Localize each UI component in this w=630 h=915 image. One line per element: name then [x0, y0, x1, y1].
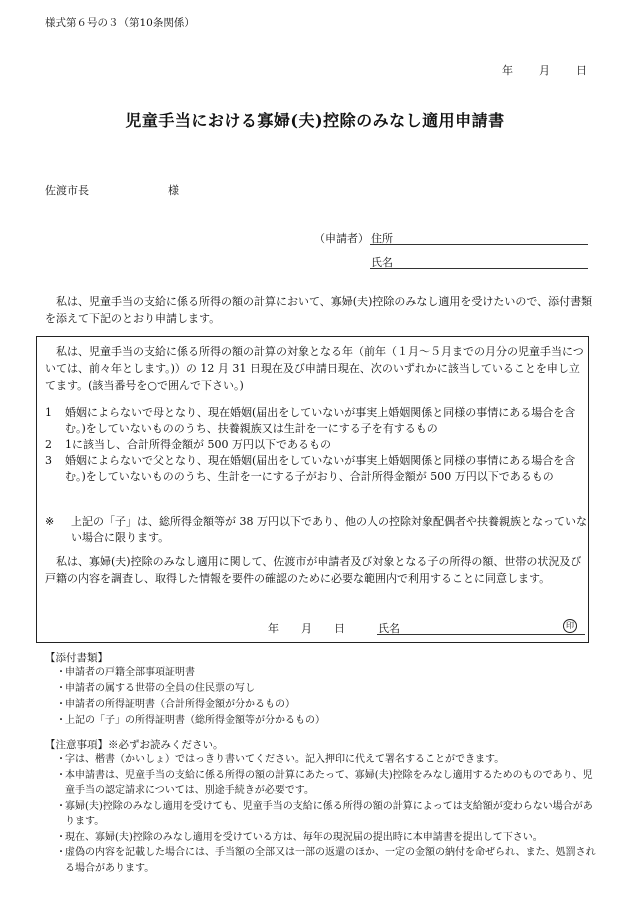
- signature-name-label: 氏名: [378, 622, 400, 635]
- clause-text: 婚姻によらないで母となり、現在婚姻(届出をしていないが事実上婚姻関係と同様の事情にある場合を含む。)をしていないもののうち、扶養親族又は生計を一にする子を有するもの: [65, 406, 576, 435]
- list-item: ・ 申請者の属する世帯の全員の住民票の写し: [56, 681, 596, 697]
- signature-date: 年 月 日: [268, 622, 345, 635]
- list-item: ・ 寡婦(夫)控除のみなし適用を受けても、児童手当の支給に係る所得の額の計算によっては支給額が変わらない場合があります。: [56, 800, 593, 827]
- applicant-role-label: （申請者）: [314, 232, 369, 245]
- addressee-honorific: 様: [168, 184, 179, 197]
- clause-number: 2: [45, 438, 52, 451]
- clause-text: 1に該当し、合計所得金額が 500 万円以下であるもの: [65, 438, 331, 451]
- addressee-name: 佐渡市長: [45, 184, 89, 197]
- page-title: 児童手当における寡婦(夫)控除のみなし適用申請書: [125, 111, 505, 130]
- bullet-icon: ・: [56, 699, 66, 710]
- date-month-label: 月: [539, 64, 550, 77]
- list-item: ・ 申請者の戸籍全部事項証明書: [56, 665, 596, 681]
- note-text: 上記の「子」は、総所得金額等が 38 万円以下であり、他の人の控除対象配偶者や扶養親族となっていない場合に限ります。: [71, 515, 587, 544]
- bullet-icon: ・: [56, 800, 66, 812]
- date-day-label: 日: [576, 64, 587, 77]
- date-year-label: 年: [502, 64, 513, 77]
- consent-text: 私は、寡婦(夫)控除のみなし適用に関して、佐渡市が申請者及び対象となる子の所得の額、世帯の状況及び戸籍の内容を調査し、取得した情報を要件の確認のために必要な範囲内で利用することに同意します。: [45, 555, 582, 585]
- list-item: ・ 虚偽の内容を記載した場合には、手当額の全部又は一部の返還のほか、一定の金額の納付を命ぜられ、また、処罰される場合があります。: [56, 847, 596, 874]
- attachments-heading: 【添付書類】: [45, 652, 108, 664]
- bullet-icon: ・: [56, 683, 66, 694]
- cautions-list: [56, 752, 596, 876]
- clause-number: 1: [45, 406, 52, 419]
- header-date: [502, 62, 587, 78]
- bullet-icon: ・: [56, 847, 66, 858]
- bullet-icon: ・: [56, 831, 66, 843]
- clause-item[interactable]: [45, 437, 591, 453]
- signature-name-field[interactable]: [377, 634, 585, 635]
- bullet-icon: ・: [56, 769, 66, 781]
- clause-item[interactable]: [45, 405, 591, 437]
- note-mark: ※: [45, 515, 55, 528]
- list-item: ・ 申請者の所得証明書（合計所得金額が分かるもの）: [56, 697, 596, 713]
- address-label: 住所: [371, 232, 393, 245]
- list-item: ・ 上記の「子」の所得証明書（総所得金額等が分かるもの）: [56, 713, 596, 729]
- seal-mark: 印: [563, 619, 577, 633]
- bullet-icon: ・: [56, 667, 66, 678]
- applicant-name-label: 氏名: [371, 256, 393, 269]
- bullet-icon: ・: [56, 715, 66, 726]
- clause-text: 婚姻によらないで父となり、現在婚姻(届出をしていないが事実上婚姻関係と同様の事情にある場合を含む。)をしていないもののうち、生計を一にする子がおり、合計所得金額が 500 万円以下であるもの: [65, 454, 576, 483]
- address-field[interactable]: [370, 244, 588, 245]
- applicant-name-field[interactable]: [370, 268, 588, 269]
- clause-number: 3: [45, 454, 52, 467]
- clause-item[interactable]: [45, 453, 591, 485]
- cautions-heading: 【注意事項】※必ずお読みください。: [45, 739, 224, 751]
- form-number: 様式第６号の３（第10条関係）: [45, 17, 195, 29]
- list-item: ・ 現在、寡婦(夫)控除のみなし適用を受けている方は、毎年の現況届の提出時に本申請書を提出して下さい。: [56, 830, 596, 846]
- bullet-icon: ・: [56, 754, 66, 765]
- declaration-intro: 私は、児童手当の支給に係る所得の額の計算の対象となる年（前年（１月～５月までの月分の児童手当については、前々年とします。)）の 12 月 31 日現在及び申請日現在、次のいずれかに該当していることを申し立てます。(該当番号を○で囲んで下さい。): [45, 345, 584, 392]
- intro-text: 私は、児童手当の支給に係る所得の額の計算において、寡婦(夫)控除のみなし適用を受けたいので、添付書類を添えて下記のとおり申請します。: [45, 295, 593, 325]
- list-item: ・ 字は、楷書（かいしょ）ではっきり書いてください。記入押印に代えて署名することができます。: [56, 752, 596, 768]
- list-item: ・ 本申請書は、児童手当の支給に係る所得の額の計算にあたって、寡婦(夫)控除をみなし適用するためのものであり、児童手当の認定請求については、別途手続きが必要です。: [56, 769, 593, 796]
- declaration-note: [45, 514, 591, 546]
- attachments-list: [56, 665, 596, 729]
